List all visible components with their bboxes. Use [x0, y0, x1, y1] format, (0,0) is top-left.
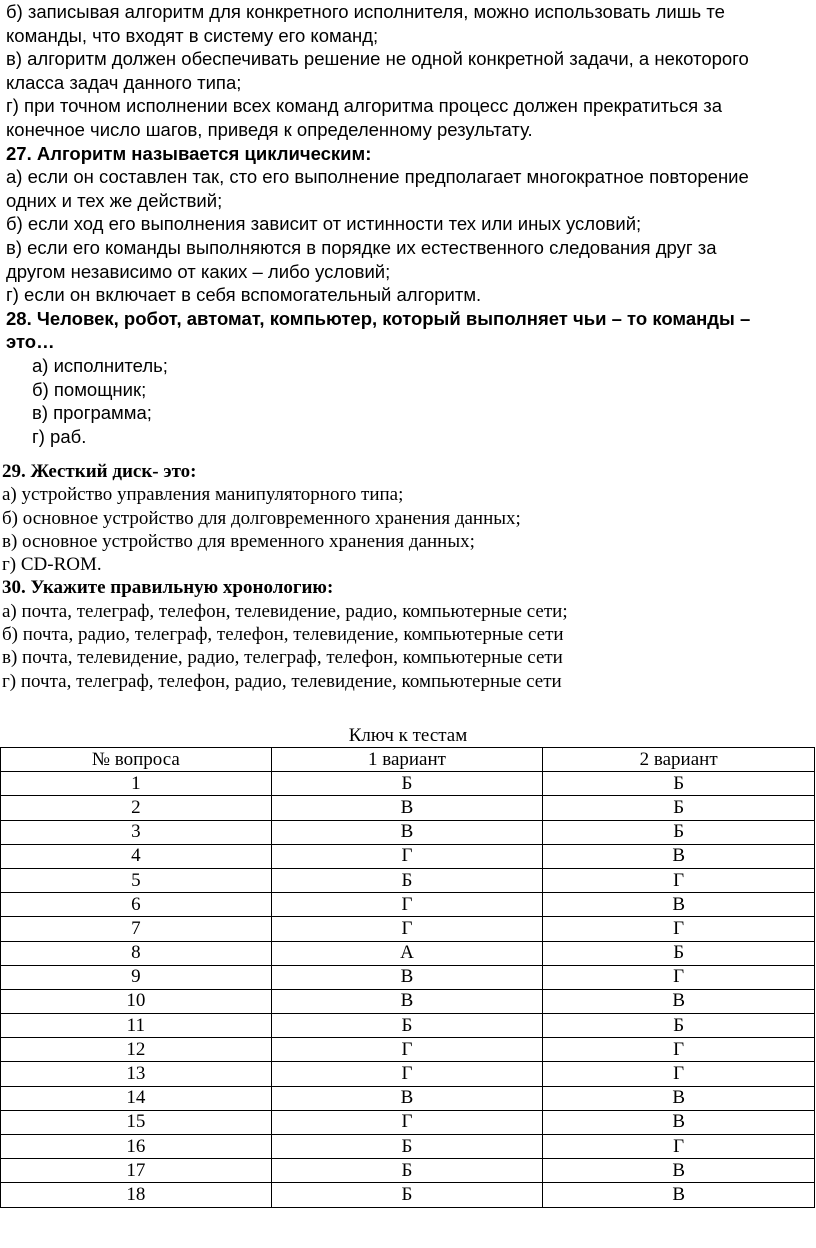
text-line: а) если он составлен так, сто его выполнение предполагает многократное повторение — [6, 166, 749, 188]
variant-2-answer-cell: Б — [543, 941, 815, 965]
variant-2-answer-cell: Г — [543, 1038, 815, 1062]
answer-key-body — [1, 772, 815, 1207]
variant-2-answer-cell: Г — [543, 1062, 815, 1086]
variant-2-answer-cell: В — [543, 1110, 815, 1134]
table-header-row — [1, 748, 815, 772]
question-number-cell: 7 — [1, 917, 272, 941]
question-number-cell: 12 — [1, 1038, 272, 1062]
table-row — [1, 965, 815, 989]
variant-1-answer-cell: Г — [271, 1038, 543, 1062]
table-row — [1, 1038, 815, 1062]
answer-option: а) исполнитель; — [32, 354, 168, 376]
text-line: команды, что входят в систему его команд; — [6, 24, 379, 46]
table-row — [1, 1014, 815, 1038]
questions-26-28-block — [0, 0, 816, 448]
question-number-cell: 11 — [1, 1014, 272, 1038]
answer-option: г) раб. — [32, 425, 87, 447]
text-line: г) если он включает в себя вспомогательный алгоритм. — [6, 284, 482, 306]
variant-2-answer-cell: В — [543, 1183, 815, 1207]
variant-2-answer-cell: Г — [543, 1135, 815, 1159]
column-header-question-number: № вопроса — [1, 748, 272, 772]
answer-option: а) устройство управления манипуляторного типа; — [2, 484, 404, 506]
answer-key-caption: Ключ к тестам — [348, 725, 468, 746]
answer-option: г) CD-ROM. — [2, 554, 102, 576]
question-number-cell: 14 — [1, 1086, 272, 1110]
column-header-variant-2: 2 вариант — [543, 748, 815, 772]
question-heading: 27. Алгоритм называется циклическим: — [6, 142, 372, 164]
table-row — [1, 796, 815, 820]
variant-1-answer-cell: В — [271, 796, 543, 820]
table-row — [1, 868, 815, 892]
question-number-cell: 9 — [1, 965, 272, 989]
variant-1-answer-cell: Б — [271, 1159, 543, 1183]
variant-1-answer-cell: В — [271, 989, 543, 1013]
question-number-cell: 13 — [1, 1062, 272, 1086]
variant-2-answer-cell: Б — [543, 772, 815, 796]
answer-option: в) программа; — [32, 402, 152, 424]
answer-option: г) почта, телеграф, телефон, радио, телевидение, компьютерные сети — [2, 670, 562, 692]
text-line: другом независимо от каких – либо условий; — [6, 260, 391, 282]
variant-2-answer-cell: В — [543, 989, 815, 1013]
question-number-cell: 5 — [1, 868, 272, 892]
table-row — [1, 941, 815, 965]
variant-2-answer-cell: Б — [543, 820, 815, 844]
text-line: класса задач данного типа; — [6, 71, 242, 93]
variant-2-answer-cell: В — [543, 844, 815, 868]
text-line: одних и тех же действий; — [6, 189, 223, 211]
variant-1-answer-cell: В — [271, 1086, 543, 1110]
question-number-cell: 18 — [1, 1183, 272, 1207]
question-number-cell: 8 — [1, 941, 272, 965]
variant-1-answer-cell: Г — [271, 1110, 543, 1134]
question-heading: 30. Укажите правильную хронологию: — [2, 577, 334, 599]
answer-option: б) почта, радио, телеграф, телефон, телевидение, компьютерные сети — [2, 624, 564, 646]
table-row — [1, 1110, 815, 1134]
text-line: в) если его команды выполняются в порядке их естественного следования друг за — [6, 236, 717, 258]
variant-2-answer-cell: Г — [543, 965, 815, 989]
column-header-variant-1: 1 вариант — [271, 748, 543, 772]
table-row — [1, 1183, 815, 1207]
variant-2-answer-cell: В — [543, 1159, 815, 1183]
variant-2-answer-cell: В — [543, 1086, 815, 1110]
text-line: конечное число шагов, приведя к определенному результату. — [6, 118, 533, 140]
table-row — [1, 844, 815, 868]
table-row — [1, 893, 815, 917]
question-heading: 28. Человек, робот, автомат, компьютер, который выполняет чьи – то команды – — [6, 307, 751, 329]
variant-1-answer-cell: Б — [271, 1135, 543, 1159]
table-row — [1, 772, 815, 796]
variant-1-answer-cell: Г — [271, 844, 543, 868]
answer-key-table — [0, 747, 815, 1208]
text-line: б) если ход его выполнения зависит от истинности тех или иных условий; — [6, 213, 642, 235]
questions-29-30-block — [0, 460, 816, 693]
text-line: г) при точном исполнении всех команд алгоритма процесс должен прекратиться за — [6, 95, 722, 117]
variant-1-answer-cell: Б — [271, 772, 543, 796]
table-row — [1, 1159, 815, 1183]
variant-1-answer-cell: Б — [271, 1183, 543, 1207]
variant-1-answer-cell: В — [271, 965, 543, 989]
variant-1-answer-cell: Б — [271, 868, 543, 892]
text-line: б) записывая алгоритм для конкретного исполнителя, можно использовать лишь те — [6, 1, 725, 22]
variant-2-answer-cell: Г — [543, 917, 815, 941]
variant-2-answer-cell: Б — [543, 796, 815, 820]
question-number-cell: 6 — [1, 893, 272, 917]
question-number-cell: 3 — [1, 820, 272, 844]
question-number-cell: 1 — [1, 772, 272, 796]
question-number-cell: 4 — [1, 844, 272, 868]
question-heading: 29. Жесткий диск- это: — [2, 461, 197, 482]
question-number-cell: 10 — [1, 989, 272, 1013]
variant-1-answer-cell: А — [271, 941, 543, 965]
answer-option: б) помощник; — [32, 378, 147, 400]
table-row — [1, 820, 815, 844]
variant-2-answer-cell: В — [543, 893, 815, 917]
answer-option: в) основное устройство для временного хранения данных; — [2, 530, 475, 552]
variant-2-answer-cell: Б — [543, 1014, 815, 1038]
table-row — [1, 1086, 815, 1110]
table-row — [1, 989, 815, 1013]
text-line: в) алгоритм должен обеспечивать решение не одной конкретной задачи, а некоторого — [6, 48, 749, 70]
table-row — [1, 1135, 815, 1159]
table-row — [1, 917, 815, 941]
question-number-cell: 15 — [1, 1110, 272, 1134]
answer-option: а) почта, телеграф, телефон, телевидение, радио, компьютерные сети; — [2, 600, 568, 622]
question-number-cell: 17 — [1, 1159, 272, 1183]
answer-option: в) почта, телевидение, радио, телеграф, телефон, компьютерные сети — [2, 647, 563, 669]
table-row — [1, 1062, 815, 1086]
variant-1-answer-cell: Г — [271, 893, 543, 917]
variant-2-answer-cell: Г — [543, 868, 815, 892]
variant-1-answer-cell: Г — [271, 1062, 543, 1086]
question-number-cell: 16 — [1, 1135, 272, 1159]
answer-option: б) основное устройство для долговременного хранения данных; — [2, 507, 521, 529]
variant-1-answer-cell: Г — [271, 917, 543, 941]
question-number-cell: 2 — [1, 796, 272, 820]
question-heading: это… — [6, 331, 55, 353]
variant-1-answer-cell: Б — [271, 1014, 543, 1038]
variant-1-answer-cell: В — [271, 820, 543, 844]
